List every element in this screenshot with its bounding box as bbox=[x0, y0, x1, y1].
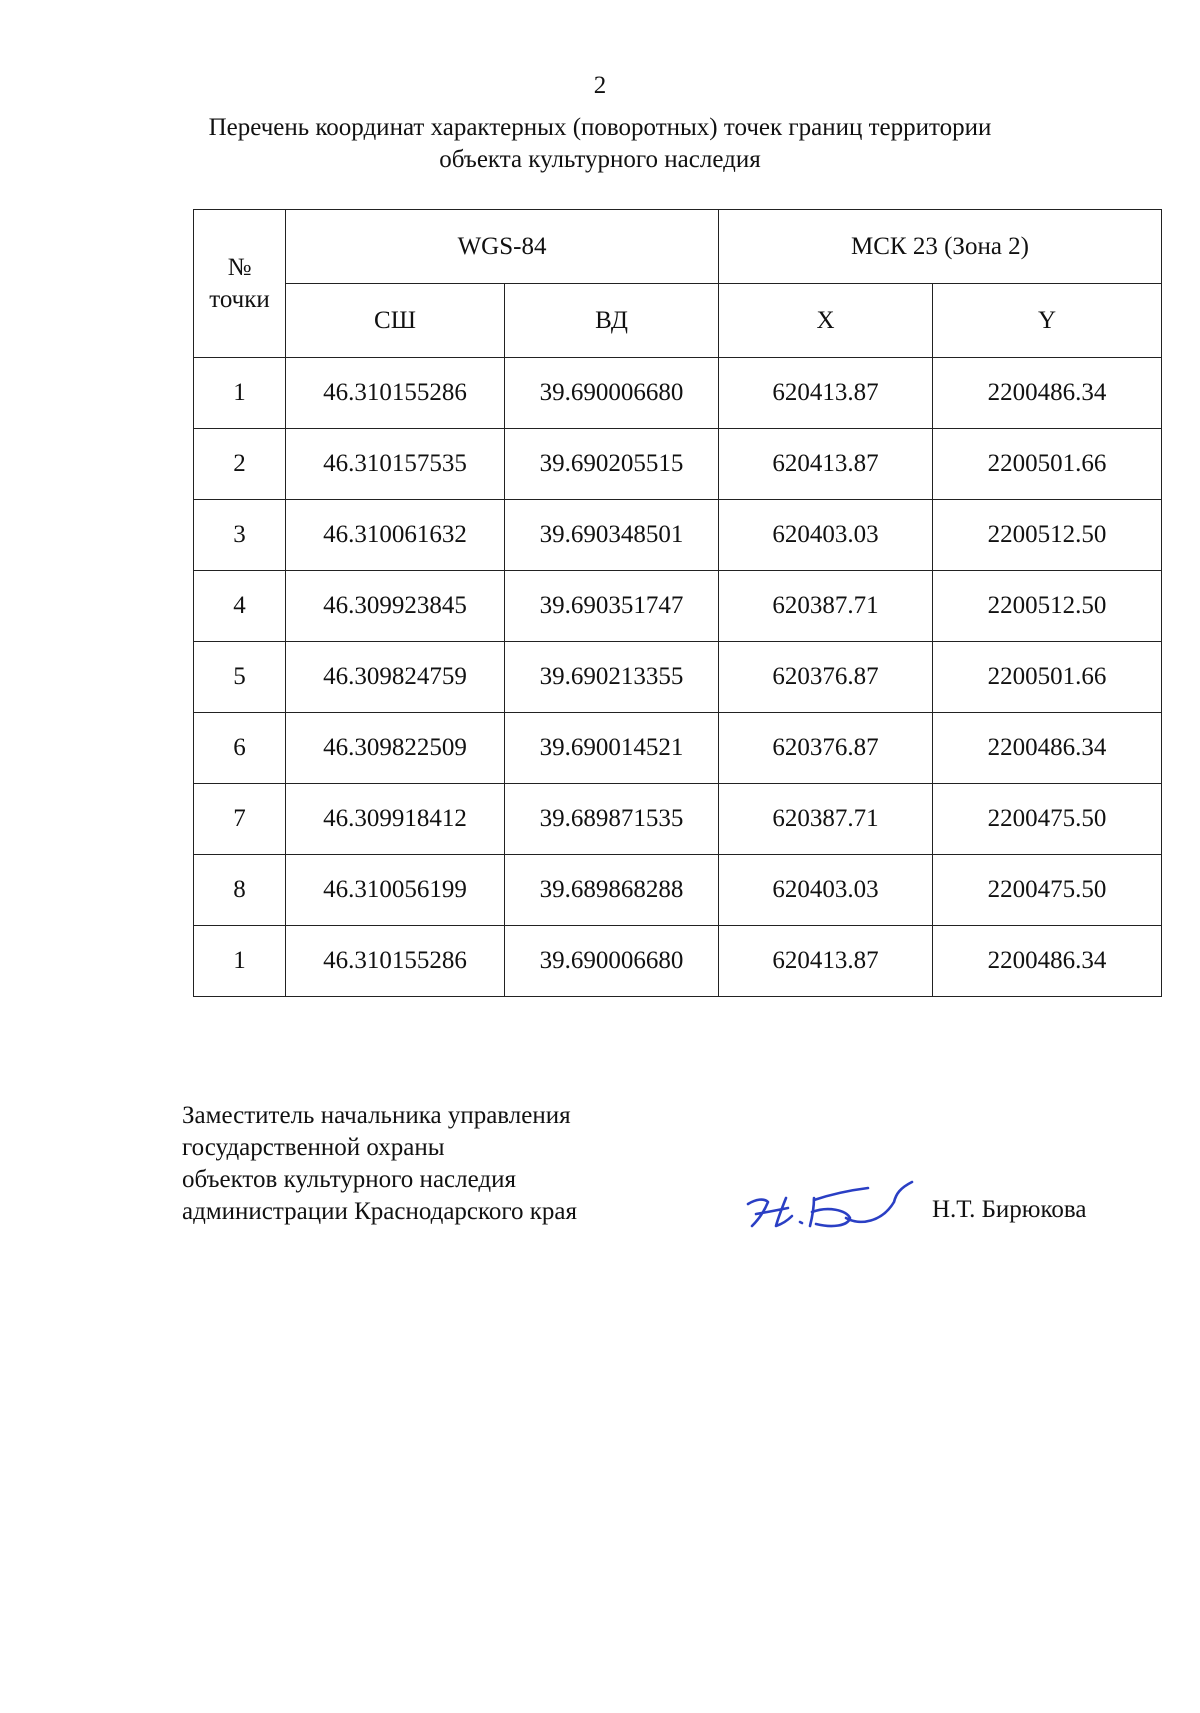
table-row bbox=[194, 642, 1162, 713]
cell-longitude: 39.689868288 bbox=[505, 855, 719, 926]
header-point-label: точки bbox=[209, 285, 270, 313]
table-row bbox=[194, 926, 1162, 997]
cell-latitude: 46.310056199 bbox=[286, 855, 505, 926]
cell-point-number: 7 bbox=[194, 784, 286, 855]
header-latitude: СШ bbox=[286, 284, 505, 358]
cell-x: 620387.71 bbox=[719, 784, 933, 855]
cell-point-number: 5 bbox=[194, 642, 286, 713]
cell-latitude: 46.310155286 bbox=[286, 358, 505, 429]
cell-x: 620413.87 bbox=[719, 358, 933, 429]
cell-y: 2200475.50 bbox=[933, 855, 1162, 926]
header-row-columns bbox=[194, 284, 1162, 358]
cell-longitude: 39.690006680 bbox=[505, 358, 719, 429]
page-number: 2 bbox=[593, 72, 607, 99]
cell-x: 620413.87 bbox=[719, 926, 933, 997]
cell-point-number: 1 bbox=[194, 926, 286, 997]
cell-point-number: 1 bbox=[194, 358, 286, 429]
cell-x: 620413.87 bbox=[719, 429, 933, 500]
header-number-sign: № bbox=[227, 253, 252, 281]
position-line-2: государственной охраны bbox=[182, 1134, 445, 1161]
cell-longitude: 39.690351747 bbox=[505, 571, 719, 642]
cell-y: 2200486.34 bbox=[933, 713, 1162, 784]
coordinates-table bbox=[193, 209, 1162, 997]
header-point-number bbox=[194, 210, 286, 358]
table-row bbox=[194, 358, 1162, 429]
cell-y: 2200512.50 bbox=[933, 571, 1162, 642]
header-msk23: МСК 23 (Зона 2) bbox=[719, 210, 1162, 284]
signature-icon bbox=[742, 1172, 932, 1242]
table-row bbox=[194, 571, 1162, 642]
cell-y: 2200475.50 bbox=[933, 784, 1162, 855]
cell-longitude: 39.690348501 bbox=[505, 500, 719, 571]
cell-point-number: 4 bbox=[194, 571, 286, 642]
cell-y: 2200501.66 bbox=[933, 642, 1162, 713]
position-line-4: администрации Краснодарского края bbox=[182, 1198, 578, 1225]
header-row-groups bbox=[194, 210, 1162, 284]
position-line-3: объектов культурного наследия bbox=[182, 1166, 516, 1193]
header-x: X bbox=[719, 284, 933, 358]
cell-point-number: 8 bbox=[194, 855, 286, 926]
cell-longitude: 39.689871535 bbox=[505, 784, 719, 855]
cell-longitude: 39.690205515 bbox=[505, 429, 719, 500]
cell-x: 620376.87 bbox=[719, 713, 933, 784]
cell-longitude: 39.690213355 bbox=[505, 642, 719, 713]
signatory-position bbox=[182, 1100, 577, 1228]
table-row bbox=[194, 784, 1162, 855]
table-row bbox=[194, 429, 1162, 500]
cell-y: 2200486.34 bbox=[933, 358, 1162, 429]
cell-latitude: 46.310157535 bbox=[286, 429, 505, 500]
cell-x: 620387.71 bbox=[719, 571, 933, 642]
title-line-1: Перечень координат характерных (поворотных) точек границ территории bbox=[208, 114, 992, 141]
table-row bbox=[194, 855, 1162, 926]
title-line-2: объекта культурного наследия bbox=[439, 146, 761, 173]
cell-y: 2200512.50 bbox=[933, 500, 1162, 571]
cell-y: 2200486.34 bbox=[933, 926, 1162, 997]
cell-point-number: 6 bbox=[194, 713, 286, 784]
cell-y: 2200501.66 bbox=[933, 429, 1162, 500]
cell-latitude: 46.309918412 bbox=[286, 784, 505, 855]
cell-latitude: 46.309824759 bbox=[286, 642, 505, 713]
table-row bbox=[194, 713, 1162, 784]
signatory-name: Н.Т. Бирюкова bbox=[932, 1196, 1087, 1223]
cell-point-number: 2 bbox=[194, 429, 286, 500]
header-y: Y bbox=[933, 284, 1162, 358]
cell-x: 620403.03 bbox=[719, 855, 933, 926]
table-row bbox=[194, 500, 1162, 571]
handwritten-signature bbox=[742, 1172, 932, 1242]
position-line-1: Заместитель начальника управления bbox=[182, 1102, 571, 1129]
cell-latitude: 46.310061632 bbox=[286, 500, 505, 571]
cell-latitude: 46.309822509 bbox=[286, 713, 505, 784]
cell-latitude: 46.310155286 bbox=[286, 926, 505, 997]
cell-latitude: 46.309923845 bbox=[286, 571, 505, 642]
header-longitude: ВД bbox=[505, 284, 719, 358]
cell-longitude: 39.690006680 bbox=[505, 926, 719, 997]
document-title bbox=[150, 112, 1050, 176]
cell-x: 620376.87 bbox=[719, 642, 933, 713]
cell-point-number: 3 bbox=[194, 500, 286, 571]
header-wgs84: WGS-84 bbox=[286, 210, 719, 284]
cell-x: 620403.03 bbox=[719, 500, 933, 571]
cell-longitude: 39.690014521 bbox=[505, 713, 719, 784]
